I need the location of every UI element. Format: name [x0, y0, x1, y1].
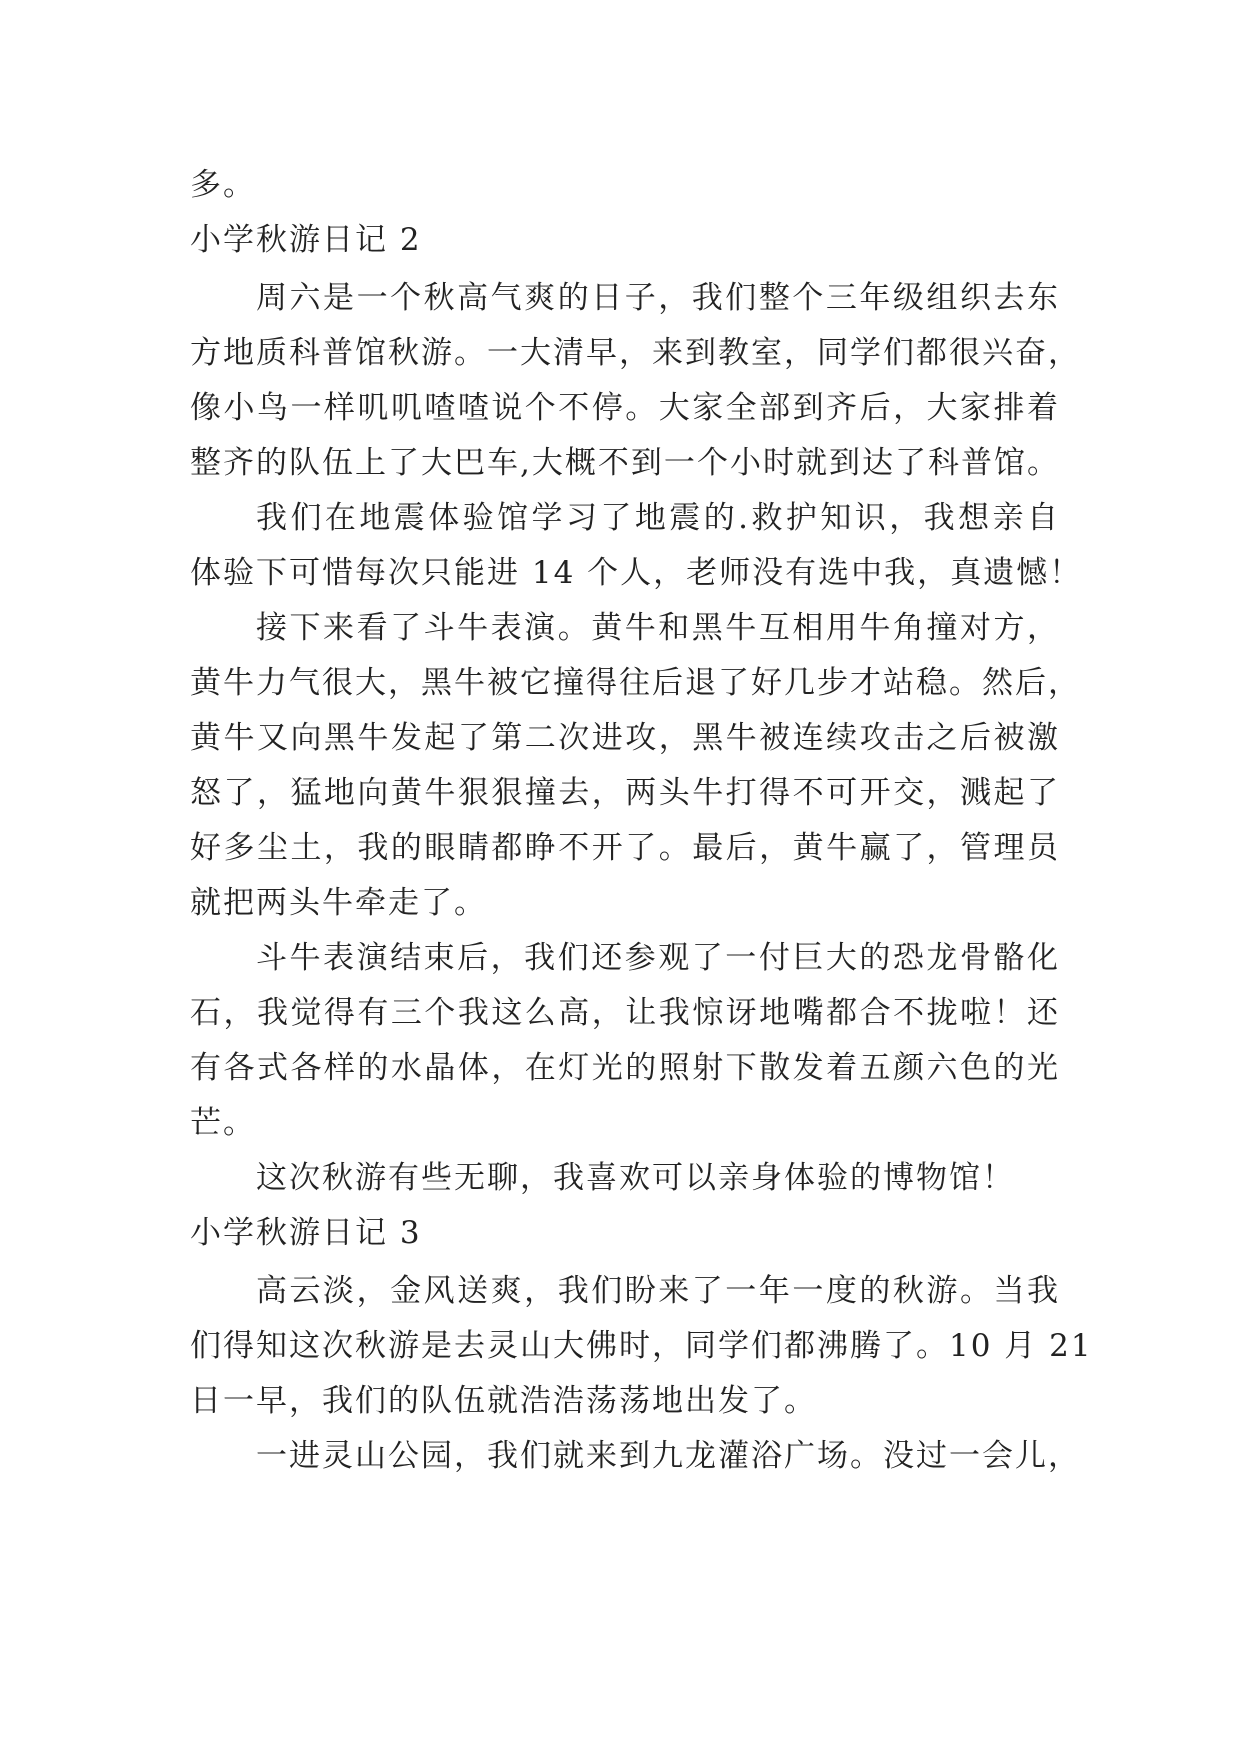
text-line: 方地质科普馆秋游。一大清早，来到教室，同学们都很兴奋， — [190, 335, 1081, 371]
text-line: 黄牛力气很大，黑牛被它撞得往后退了好几步才站稳。然后， — [190, 665, 1081, 701]
text-line: 日一早，我们的队伍就浩浩荡荡地出发了。 — [190, 1383, 817, 1419]
text-line: 黄牛又向黑牛发起了第二次进攻，黑牛被连续攻击之后被激 — [190, 720, 1060, 756]
paragraph — [190, 1151, 1060, 1206]
paragraph — [190, 1264, 1093, 1429]
text-line: 就把两头牛牵走了。 — [190, 885, 487, 921]
paragraph — [190, 491, 1083, 601]
text-line: 整齐的队伍上了大巴车,大概不到一个小时就到达了科普馆。 — [190, 445, 1060, 481]
text-line: 高云淡，金风送爽，我们盼来了一年一度的秋游。当我 — [256, 1273, 1060, 1309]
paragraph — [190, 271, 1081, 491]
document-page — [190, 158, 1093, 1484]
text-line: 接下来看了斗牛表演。黄牛和黑牛互相用牛角撞对方， — [256, 610, 1060, 646]
paragraph — [190, 931, 1060, 1151]
text-line: 芒。 — [190, 1105, 256, 1141]
text-line: 这次秋游有些无聊，我喜欢可以亲身体验的博物馆！ — [256, 1160, 1015, 1196]
text-line: 周六是一个秋高气爽的日子，我们整个三年级组织去东 — [256, 280, 1060, 316]
text-line: 斗牛表演结束后，我们还参观了一付巨大的恐龙骨骼化 — [256, 940, 1060, 976]
paragraph — [190, 1429, 1081, 1484]
section-heading: 小学秋游日记 3 — [190, 1215, 422, 1251]
text-line: 像小鸟一样叽叽喳喳说个不停。大家全部到齐后，大家排着 — [190, 390, 1060, 426]
text-line: 石，我觉得有三个我这么高，让我惊讶地嘴都合不拢啦！还 — [190, 995, 1060, 1031]
text-line: 体验下可惜每次只能进 14 个人，老师没有选中我，真遗憾！ — [190, 555, 1083, 591]
text-line: 一进灵山公园，我们就来到九龙灌浴广场。没过一会儿， — [256, 1438, 1081, 1474]
text-line: 怒了，猛地向黄牛狠狠撞去，两头牛打得不可开交，溅起了 — [190, 775, 1060, 811]
paragraph — [190, 601, 1081, 931]
text-line: 们得知这次秋游是去灵山大佛时，同学们都沸腾了。10 月 21 — [190, 1328, 1093, 1364]
text-line: 好多尘土，我的眼睛都睁不开了。最后，黄牛赢了，管理员 — [190, 830, 1060, 866]
text-line: 有各式各样的水晶体，在灯光的照射下散发着五颜六色的光 — [190, 1050, 1060, 1086]
section-heading: 小学秋游日记 2 — [190, 222, 422, 258]
text-line: 多。 — [190, 167, 256, 203]
text-line: 我们在地震体验馆学习了地震的.救护知识，我想亲自 — [256, 500, 1060, 536]
